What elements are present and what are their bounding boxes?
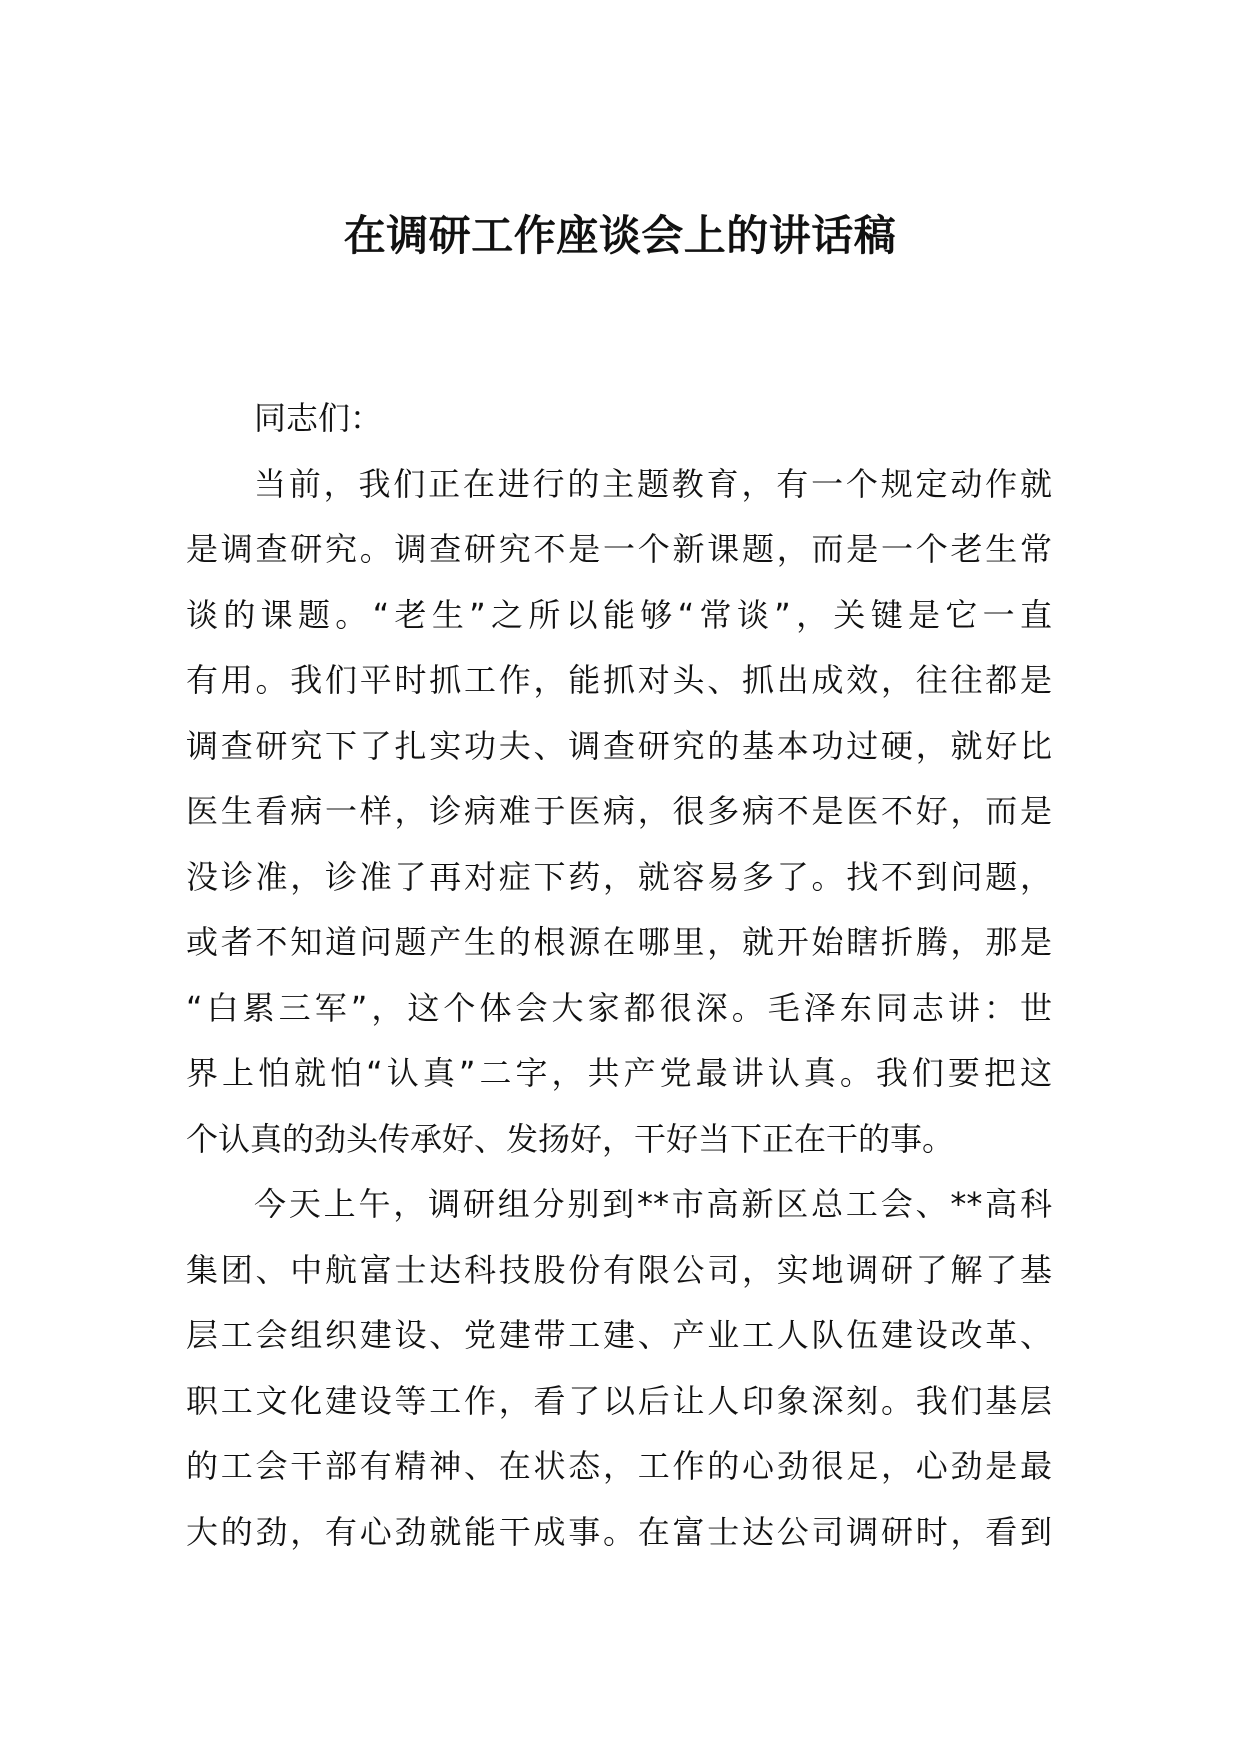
paragraph-line: 界上怕就怕“认真”二字，共产党最讲认真。我们要把这 (186, 1054, 1052, 1092)
paragraph-line: 或者不知道问题产生的根源在哪里，就开始瞎折腾，那是 (186, 923, 1052, 961)
paragraph-line: 当前，我们正在进行的主题教育，有一个规定动作就 (254, 464, 1052, 503)
paragraph-line: 层工会组织建设、党建带工建、产业工人队伍建设改革、 (186, 1316, 1052, 1354)
paragraph-line: 集团、中航富士达科技股份有限公司，实地调研了解了基 (186, 1250, 1052, 1289)
paragraph-line: 有用。我们平时抓工作，能抓对头、抓出成效，往往都是 (186, 661, 1052, 699)
document-body (186, 386, 1052, 1565)
salutation: 同志们： (254, 399, 383, 437)
paragraph-line: 是调查研究。调查研究不是一个新课题，而是一个老生常 (186, 530, 1052, 568)
paragraph-line: 大的劲，有心劲就能干成事。在富士达公司调研时，看到 (186, 1512, 1052, 1551)
paragraph-line: 调查研究下了扎实功夫、调查研究的基本功过硬，就好比 (186, 726, 1052, 765)
paragraph-line: 职工文化建设等工作，看了以后让人印象深刻。我们基层 (186, 1381, 1052, 1420)
paragraph-line: 的工会干部有精神、在状态，工作的心劲很足，心劲是最 (186, 1447, 1052, 1485)
paragraph-line: 今天上午，调研组分别到**市高新区总工会、**高科 (254, 1185, 1052, 1223)
paragraph-line: 医生看病一样，诊病难于医病，很多病不是医不好，而是 (186, 792, 1052, 830)
paragraph-line: 个认真的劲头传承好、发扬好，干好当下正在干的事。 (186, 1119, 955, 1158)
paragraph-line: 谈的课题。“老生”之所以能够“常谈”，关键是它一直 (186, 595, 1052, 634)
paragraph-line: 没诊准，诊准了再对症下药，就容易多了。找不到问题， (186, 857, 1052, 896)
paragraph-line: “白累三军”，这个体会大家都很深。毛泽东同志讲：世 (186, 988, 1052, 1027)
document-title: 在调研工作座谈会上的讲话稿 (343, 211, 897, 260)
